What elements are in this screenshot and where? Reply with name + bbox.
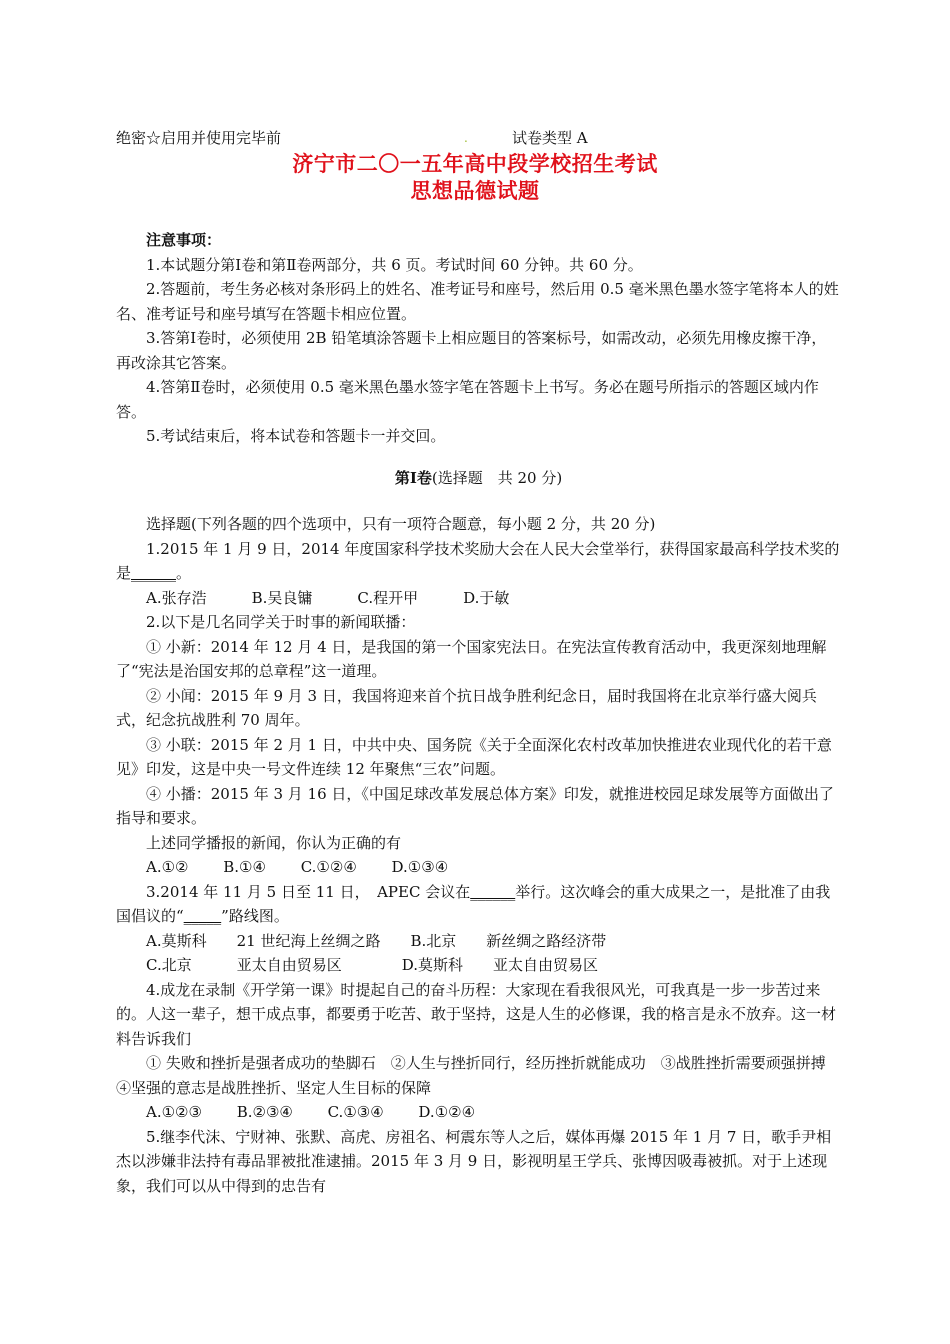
exam-content — [116, 228, 841, 1198]
q1-options: A.张存浩 B.吴良镛 C.程开甲 D.于敏 — [146, 588, 510, 607]
q3-stem-a: 3.2014 年 11 月 5 日至 11 日， APEC 会议在 — [146, 882, 471, 901]
question-2: 2.以下是几名同学关于时事的新闻联播： — [146, 613, 416, 631]
section-title — [116, 466, 841, 491]
q4-items: ① 失败和挫折是强者成功的垫脚石 ②人生与挫折同行，经历挫折就能成功 ③战胜挫折需要顽强拼搏 ④坚强的意志是战胜挫折、坚定人生目标的保障 — [116, 1054, 841, 1097]
q2-question: 上述同学播报的新闻，你认为正确的有 — [146, 833, 402, 852]
q1-blank: ______ — [131, 564, 177, 582]
notice-item: 2.答题前，考生务必核对条形码上的姓名、准考证号和座号，然后用 0.5 毫米黑色墨水签字笔将本人的姓名、准考证号和座号填写在答题卡相应位置。 — [116, 280, 839, 323]
notice-item: 5.考试结束后，将本试卷和答题卡一并交回。 — [146, 427, 446, 445]
notice-item: 1.本试题分第Ⅰ卷和第Ⅱ卷两部分，共 6 页。考试时间 60 分钟。共 60 分。 — [146, 255, 643, 274]
question-3 — [116, 880, 841, 929]
q1-end: 。 — [176, 564, 192, 582]
question-1 — [116, 537, 841, 586]
q2-item: ① 小新：2014 年 12 月 4 日，是我国的第一个国家宪法日。在宪法宣传教育活动中，我更深刻地理解了“宪法是治国安邦的总章程”这一道理。 — [116, 637, 827, 680]
q1-stem: 1.2015 年 1 月 9 日，2014 年度国家科学技术奖励大会在人民大会堂举行，获得国家最高科学技术奖的是 — [116, 539, 840, 582]
notice-item: 4.答第Ⅱ卷时，必须使用 0.5 毫米黑色墨水签字笔在答题卡上书写。务必在题号所指示的答题区域内作答。 — [116, 378, 819, 421]
q3-blank-b: _____ — [183, 907, 222, 925]
notice-heading: 注意事项： — [146, 231, 222, 249]
section-title-rest: (选择题 共 20 分) — [431, 468, 563, 487]
q4-options: A.①②③ B.②③④ C.①③④ D.①②④ — [146, 1103, 476, 1121]
paper-type-label: 试卷类型 A — [512, 129, 588, 147]
q3-stem-c: ”路线图。 — [221, 907, 289, 925]
q2-item: ③ 小联：2015 年 2 月 1 日，中共中央、国务院《关于全面深化农村改革加快推进农业现代化的若干意见》印发，这是中央一号文件连续 12 年聚焦“三农”问题。 — [116, 735, 832, 778]
q3-options-2: C.北京 亚太自由贸易区 D.莫斯科 亚太自由贸易区 — [146, 956, 598, 974]
q2-item: ④ 小播：2015 年 3 月 16 日，《中国足球改革发展总体方案》印发，就推进校园足球发展等方面做出了指导和要求。 — [116, 784, 834, 827]
section-title-bold: 第Ⅰ卷 — [394, 468, 432, 487]
q3-options-1: A.莫斯科 21 世纪海上丝绸之路 B.北京 新丝绸之路经济带 — [146, 931, 607, 950]
exam-title: 济宁市二〇一五年高中段学校招生考试 — [292, 151, 658, 176]
notice-item: 3.答第Ⅰ卷时，必须使用 2B 铅笔填涂答题卡上相应题目的答案标号，如需改动，必须先用橡皮擦干净，再改涂其它答案。 — [116, 329, 827, 372]
question-4: 4.成龙在录制《开学第一课》时提起自己的奋斗历程：大家现在看我很风光，可我真是一步一步苦过来的。人这一辈子，想干成点事，都要勇于吃苦、敢于坚持，这是人生的必修课，我的格言是永不放弃。这一材料告诉我们 — [116, 980, 837, 1048]
q3-blank-a: ______ — [470, 882, 516, 901]
question-5: 5.继李代沫、宁财神、张默、高虎、房祖名、柯震东等人之后，媒体再爆 2015 年 1 月 7 日，歌手尹相杰以涉嫌非法持有毒品罪被批准逮捕。2015 年 3 月 9 日，影视明星王学兵、张博因吸毒被抓。对于上述现象，我们可以从中得到的忠告有 — [116, 1127, 832, 1195]
confidential-label: 绝密☆启用并使用完毕前 — [116, 129, 282, 147]
q3-stem-b: 举行。这次峰会的重大成果之一，是批准了由我国倡议的“ — [116, 882, 831, 925]
q2-options: A.①② B.①④ C.①②④ D.①③④ — [146, 858, 449, 876]
header-line — [116, 127, 836, 149]
section-instruction: 选择题(下列各题的四个选项中，只有一项符合题意，每小题 2 分，共 20 分) — [146, 515, 656, 533]
exam-subject: 思想品德试题 — [410, 178, 540, 203]
q2-item: ② 小闻：2015 年 9 月 3 日，我国将迎来首个抗日战争胜利纪念日，届时我国将在北京举行盛大阅兵式，纪念抗战胜利 70 周年。 — [116, 686, 817, 729]
header-dot: . — [464, 131, 468, 145]
